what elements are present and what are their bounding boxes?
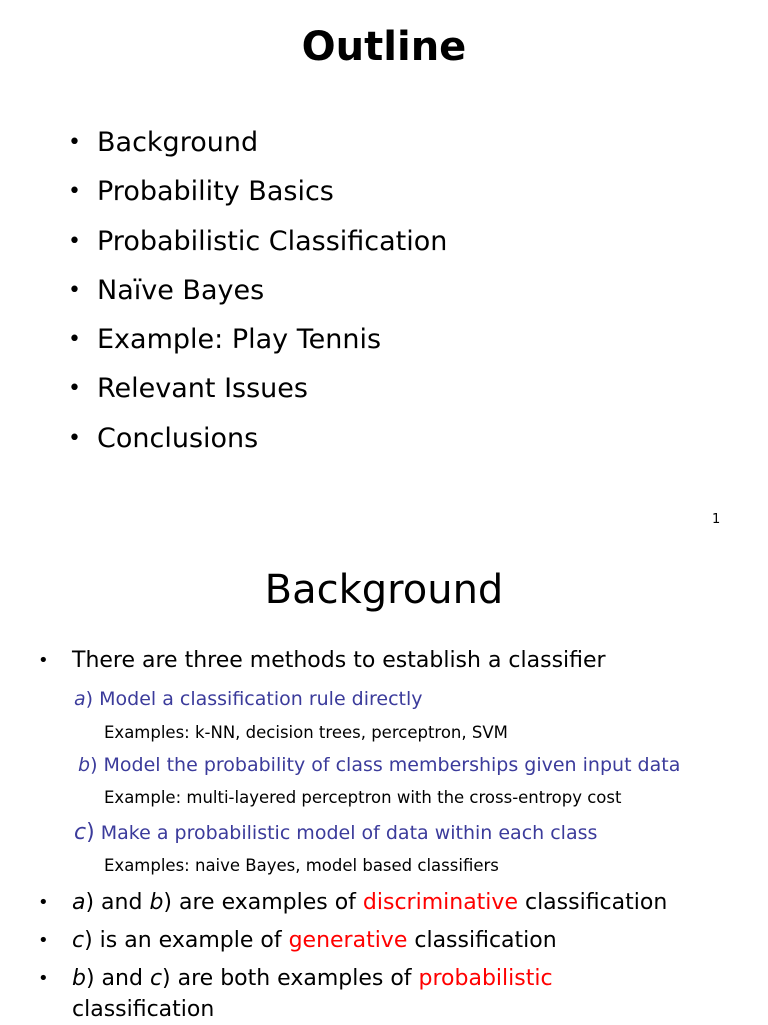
- bullet-icon: •: [68, 277, 81, 303]
- outline-item-label: Background: [97, 127, 259, 158]
- bullet-icon: •: [68, 327, 81, 353]
- method-c: [74, 820, 597, 846]
- highlight-term: probabilistic: [418, 966, 553, 991]
- bullet-icon: •: [38, 650, 49, 671]
- background-slide: [0, 545, 768, 1024]
- list-item: [68, 219, 447, 268]
- bullet-icon: •: [38, 968, 49, 989]
- method-b: [78, 752, 680, 778]
- method-text: Model the probability of class memberships given input data: [97, 754, 681, 776]
- discriminative-point: [38, 888, 668, 918]
- generative-point: [38, 926, 557, 956]
- slide-title: Outline: [301, 24, 467, 70]
- letter: c: [149, 966, 163, 991]
- text: ) is an example of: [84, 928, 289, 953]
- bullet-icon: •: [38, 892, 49, 913]
- bullet-icon: •: [68, 130, 81, 155]
- intro-point: [38, 646, 606, 676]
- list-item: [68, 268, 447, 317]
- outline-item-label: Naïve Bayes: [97, 274, 265, 306]
- page-number: 1: [712, 512, 721, 527]
- bullet-icon: •: [68, 179, 81, 205]
- text: classification: [517, 890, 668, 915]
- bullet-icon: •: [68, 228, 81, 254]
- outline-item-label: Probabilistic Classification: [97, 225, 448, 257]
- list-item: [68, 416, 447, 465]
- method-letter: c: [74, 820, 87, 845]
- method-c-example: Examples: naive Bayes, model based classifiers: [104, 856, 499, 875]
- list-item: [68, 366, 447, 415]
- highlight-term: discriminative: [362, 890, 518, 915]
- outline-item-label: Conclusions: [97, 422, 259, 454]
- method-letter: b: [78, 754, 91, 776]
- method-b-example: Example: multi-layered perceptron with the cross-entropy cost: [104, 788, 622, 807]
- letter: a: [72, 890, 86, 915]
- text: ) and: [85, 890, 150, 915]
- method-paren: ): [85, 688, 94, 710]
- list-item: [68, 317, 447, 366]
- list-item: [68, 120, 447, 169]
- text: ) are both examples of: [162, 966, 419, 991]
- probabilistic-point-continued: classification: [72, 997, 215, 1022]
- method-paren: ): [90, 754, 98, 776]
- method-text: Make a probabilistic model of data within each class: [94, 822, 598, 844]
- probabilistic-point: [38, 964, 553, 994]
- text: ) are examples of: [163, 890, 363, 915]
- method-a: [74, 686, 423, 712]
- list-item: [68, 169, 447, 218]
- outline-list: [68, 120, 447, 465]
- bullet-icon: •: [68, 376, 81, 402]
- letter: c: [72, 928, 85, 953]
- highlight-term: generative: [288, 928, 408, 953]
- method-paren: ): [86, 820, 95, 845]
- bullet-icon: •: [38, 930, 49, 951]
- letter: b: [72, 966, 86, 991]
- slide-title: Background: [264, 567, 504, 613]
- method-letter: a: [74, 688, 86, 710]
- text: ) and: [85, 966, 150, 991]
- method-text: Model a classification rule directly: [93, 688, 423, 710]
- letter: b: [149, 890, 164, 915]
- outline-item-label: Probability Basics: [97, 176, 334, 208]
- intro-text: There are three methods to establish a classifier: [72, 648, 606, 673]
- text: classification: [407, 928, 557, 953]
- outline-item-label: Relevant Issues: [97, 373, 308, 405]
- bullet-icon: •: [68, 425, 81, 451]
- outline-item-label: Example: Play Tennis: [97, 324, 382, 356]
- method-a-example: Examples: k-NN, decision trees, perceptron, SVM: [104, 723, 508, 742]
